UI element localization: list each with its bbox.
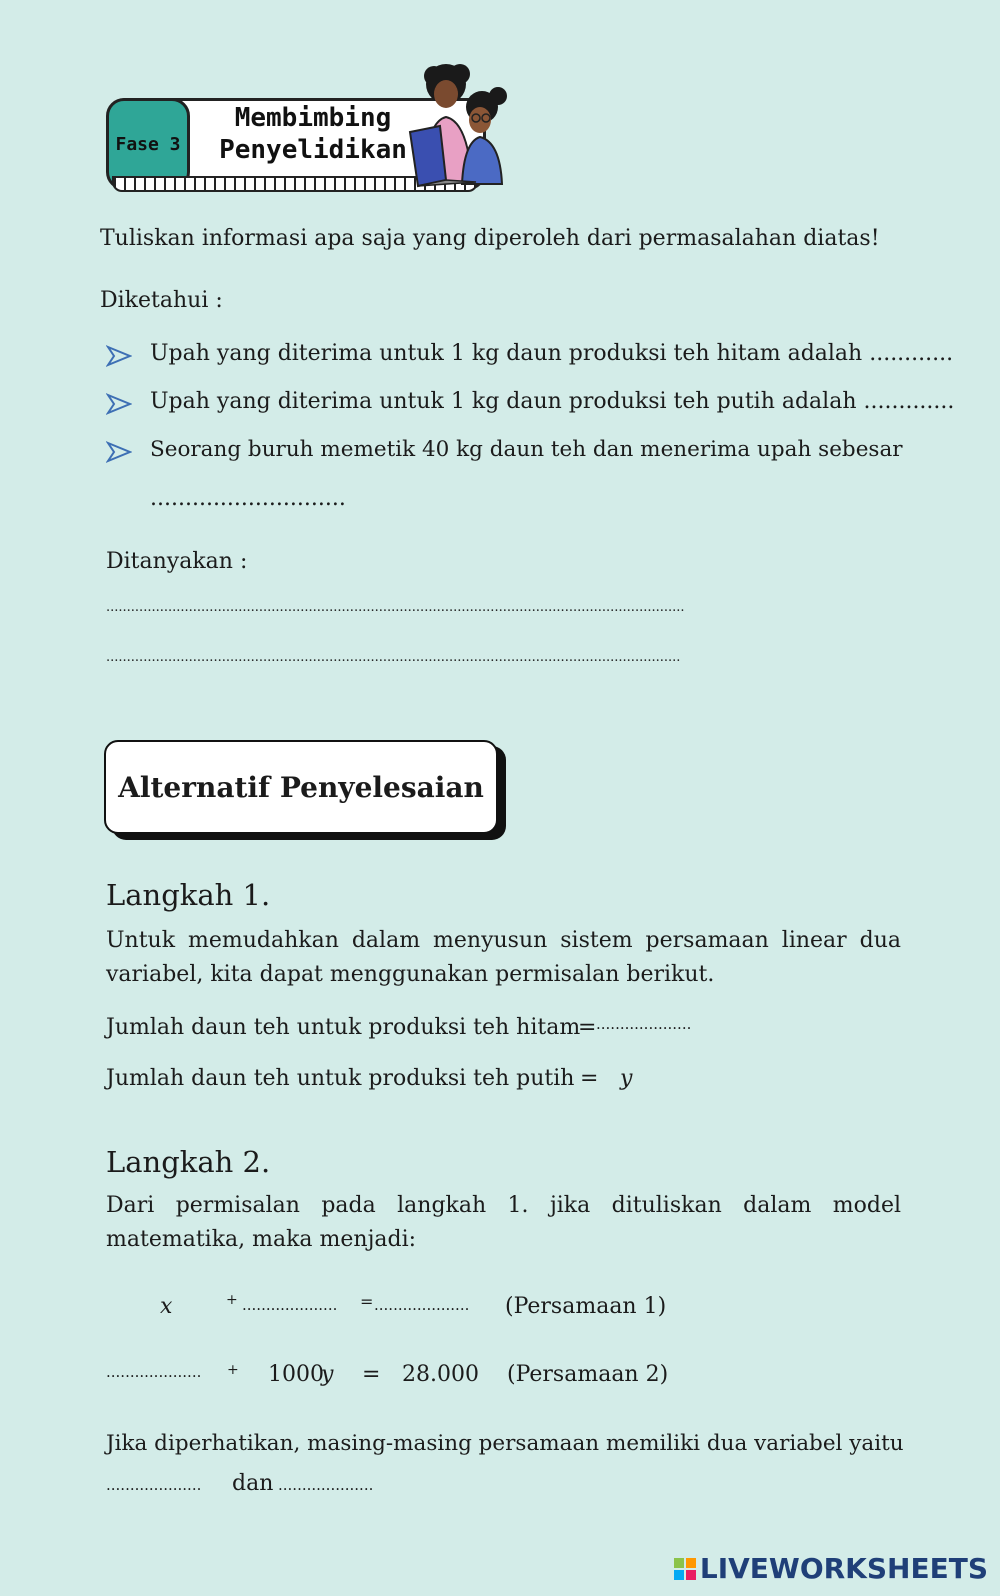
asked-label: Ditanyakan : xyxy=(106,549,248,574)
known-item-3: Seorang buruh memetik 40 kg daun teh dan menerima upah sebesar xyxy=(150,437,903,462)
eq2-label: (Persamaan 2) xyxy=(507,1362,669,1387)
liveworksheets-logo xyxy=(674,1552,988,1585)
step2-paragraph: Dari permisalan pada langkah 1. jika dituliskan dalam model matematika, maka menjadi: xyxy=(106,1193,901,1252)
arrow-bullet-icon xyxy=(106,393,132,415)
solution-title-box xyxy=(104,740,498,834)
eq1-blank-2[interactable]: .................... xyxy=(374,1296,470,1314)
eq1-label: (Persamaan 1) xyxy=(505,1294,667,1319)
badge-title xyxy=(218,102,408,166)
step1-row1-label: Jumlah daun teh untuk produksi teh hitam xyxy=(106,1015,581,1040)
eq2-blank[interactable]: .................... xyxy=(106,1363,202,1381)
known-item-2: Upah yang diterima untuk 1 kg daun produksi teh putih adalah ............. xyxy=(150,389,955,414)
badge-phase-label: Fase 3 xyxy=(106,98,190,190)
mother-daughter-laptop-illustration xyxy=(406,62,536,192)
conclusion-blank-a[interactable]: .................... xyxy=(106,1476,202,1494)
solution-title: Alternatif Penyelesaian xyxy=(118,770,484,804)
eq1-equals: = xyxy=(360,1292,374,1311)
step2-heading: Langkah 2. xyxy=(106,1145,271,1179)
asked-answer-line-1[interactable]: ............................................................................................................................................ xyxy=(106,600,685,615)
eq2-plus: + xyxy=(227,1362,239,1378)
step1-row2-label: Jumlah daun teh untuk produksi teh putih xyxy=(106,1066,575,1091)
logo-grid-icon xyxy=(674,1558,696,1580)
arrow-bullet-icon xyxy=(106,345,132,367)
step1-row2-equals: = xyxy=(580,1066,599,1091)
arrow-bullet-icon xyxy=(106,441,132,463)
eq2-equals: = xyxy=(362,1362,381,1387)
conclusion-blank-b[interactable]: .................... xyxy=(278,1476,374,1494)
instruction-text: Tuliskan informasi apa saja yang diperoleh dari permasalahan diatas! xyxy=(100,226,880,251)
known-label: Diketahui : xyxy=(100,288,223,313)
phase-badge xyxy=(106,62,536,197)
badge-title-line2: Penyelidikan xyxy=(219,135,407,165)
logo-text: LIVEWORKSHEETS xyxy=(699,1552,988,1585)
asked-answer-line-2[interactable]: ........................................................................................................................................... xyxy=(106,650,681,665)
eq1-var-x: x xyxy=(160,1294,173,1319)
step1-row1-blank[interactable]: .................... xyxy=(596,1015,692,1033)
conclusion-text: Jika diperhatikan, masing-masing persamaan memiliki dua variabel yaitu xyxy=(106,1431,904,1456)
step1-row1-equals: = xyxy=(578,1015,597,1040)
known-item-1: Upah yang diterima untuk 1 kg daun produksi teh hitam adalah ............ xyxy=(150,341,954,366)
eq2-var-y: y xyxy=(321,1362,334,1387)
conclusion-and: dan xyxy=(232,1471,274,1496)
eq1-plus: + xyxy=(226,1292,238,1308)
step1-paragraph: Untuk memudahkan dalam menyusun sistem persamaan linear dua variabel, kita dapat menggunakan permisalan berikut. xyxy=(106,928,901,987)
known-item-3-blank[interactable]: ............................ xyxy=(150,486,346,511)
step1-heading: Langkah 1. xyxy=(106,878,271,912)
eq2-rhs: 28.000 xyxy=(402,1362,479,1387)
badge-title-line1: Membimbing xyxy=(234,103,392,133)
step1-row2-value: y xyxy=(620,1066,633,1091)
eq2-term: 1000 xyxy=(268,1362,324,1387)
eq1-blank-1[interactable]: .................... xyxy=(242,1296,338,1314)
